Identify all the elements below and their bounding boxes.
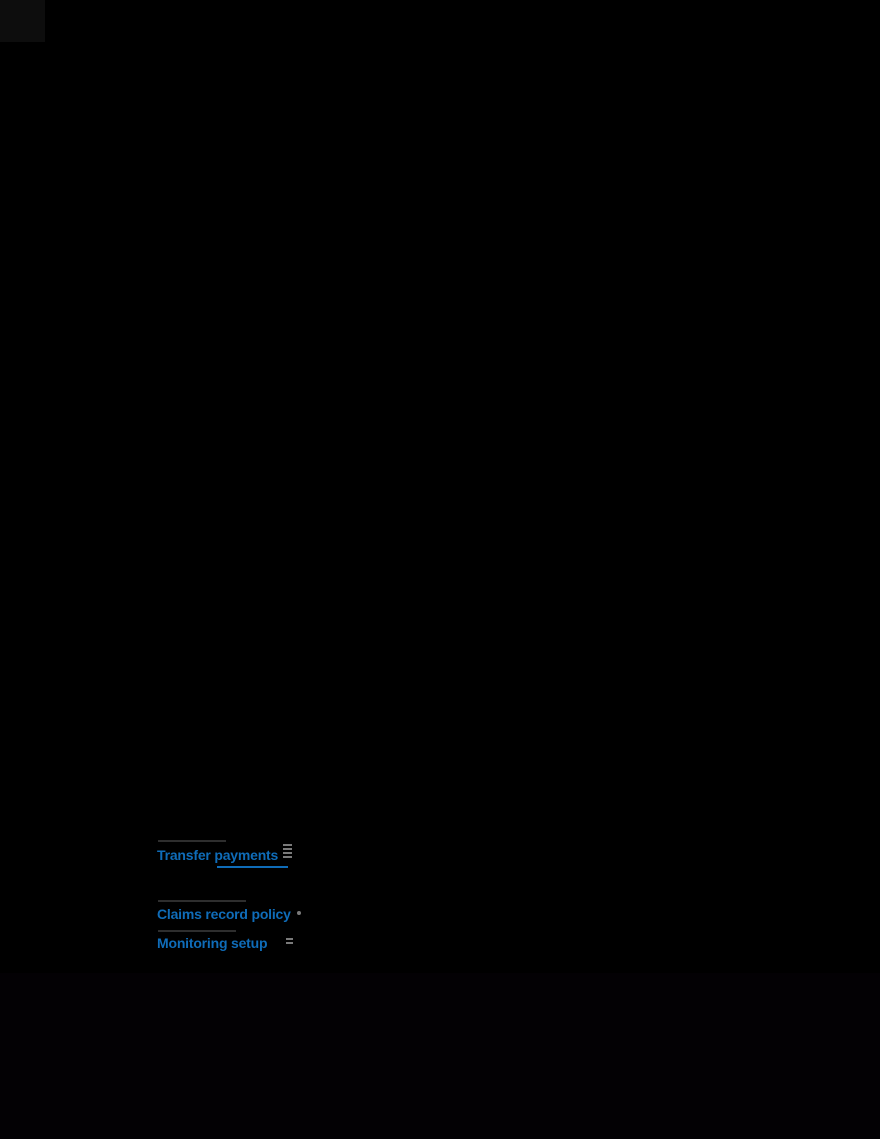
link-underline: [217, 866, 288, 868]
footnote-dot-icon: [297, 911, 301, 915]
bottom-shade-band: [0, 973, 880, 1139]
footnote-marks-icon: [286, 938, 293, 944]
top-left-corner-patch: [0, 0, 45, 42]
footnote-marks-icon: [283, 844, 292, 858]
faint-text-ghost: [158, 930, 236, 932]
faint-text-ghost: [158, 840, 226, 842]
faint-text-ghost: [158, 900, 246, 902]
link-claims-record-policy[interactable]: Claims record policy: [157, 906, 291, 922]
link-monitoring-setup[interactable]: Monitoring setup: [157, 935, 268, 951]
link-transfer-payments[interactable]: Transfer payments: [157, 847, 279, 863]
